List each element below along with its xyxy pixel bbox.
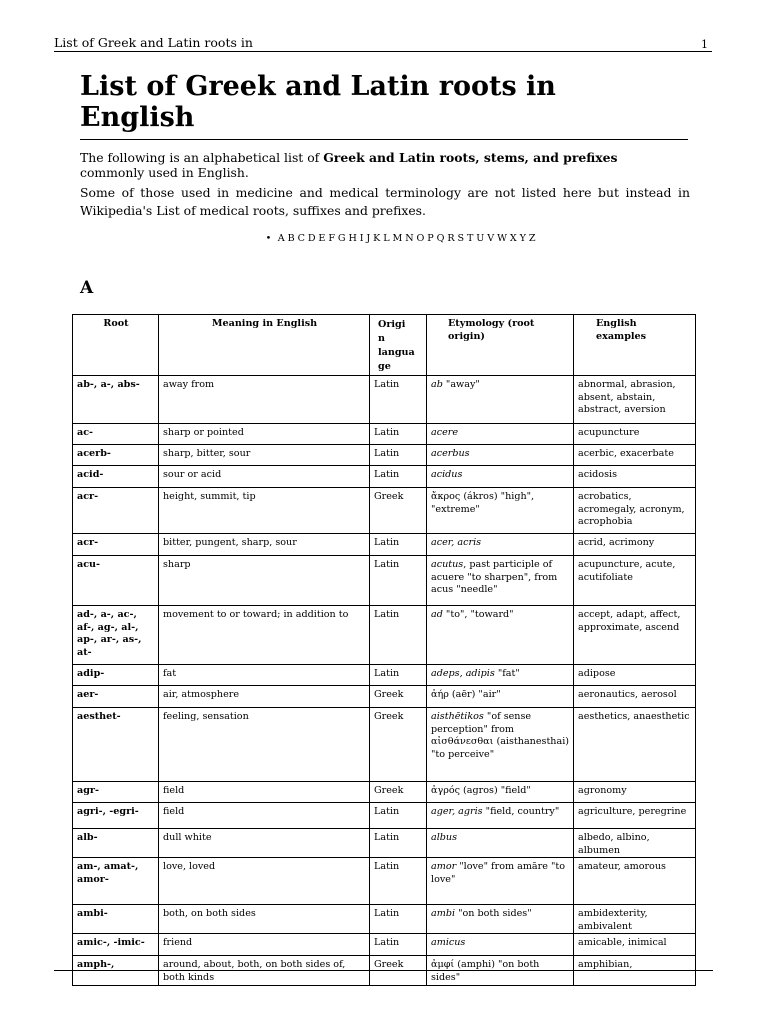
table-row (73, 376, 696, 424)
examples-cell: abnormal, abrasion, absent, abstain, abstract, aversion (574, 376, 696, 424)
meaning-cell: away from (159, 376, 370, 424)
table-row (73, 858, 696, 905)
origin-cell: Latin (370, 829, 427, 858)
examples-cell: acidosis (574, 466, 696, 488)
meaning-cell: field (159, 782, 370, 803)
origin-cell: Latin (370, 803, 427, 829)
etymology-cell (427, 488, 574, 534)
examples-cell: agriculture, peregrine (574, 803, 696, 829)
meaning-cell: sour or acid (159, 466, 370, 488)
table-row (73, 829, 696, 858)
table-row (73, 466, 696, 488)
table-row (73, 782, 696, 803)
etymology-term: ager, agris (431, 806, 483, 817)
examples-cell: acerbic, exacerbate (574, 445, 696, 466)
root-cell: agr- (73, 782, 159, 803)
examples-cell: amateur, amorous (574, 858, 696, 905)
alphabet-link-u[interactable]: U (476, 233, 485, 244)
meaning-cell: fat (159, 665, 370, 686)
table-row (73, 424, 696, 445)
meaning-cell: both, on both sides (159, 905, 370, 934)
examples-cell: aeronautics, aerosol (574, 686, 696, 708)
alphabet-link-h[interactable]: H (348, 233, 358, 244)
root-cell: acr- (73, 488, 159, 534)
alphabet-link-l[interactable]: L (383, 233, 391, 244)
etymology-term: albus (431, 832, 458, 843)
intro-p1-bold: Greek and Latin roots, stems, and prefixes (323, 150, 618, 165)
table-row (73, 445, 696, 466)
meaning-cell: sharp (159, 556, 370, 606)
examples-cell: adipose (574, 665, 696, 686)
running-header-title: List of Greek and Latin roots in (54, 35, 253, 50)
alphabet-link-e[interactable]: E (318, 233, 326, 244)
alphabet-link-k[interactable]: K (373, 233, 381, 244)
etymology-text: "fat" (494, 668, 520, 679)
alphabet-link-p[interactable]: P (427, 233, 435, 244)
etymology-text: , past participle of acuere "to sharpen", from acus "needle" (431, 559, 558, 596)
examples-cell: acupuncture (574, 424, 696, 445)
intro-paragraph-1 (80, 150, 690, 180)
examples-cell: amphibian, (574, 956, 696, 985)
bullet-icon: • (265, 233, 272, 244)
root-cell: acu- (73, 556, 159, 606)
roots-table (72, 314, 696, 986)
meaning-cell: movement to or toward; in addition to (159, 606, 370, 665)
col-header-etymology: Etymology (root origin) (427, 315, 574, 376)
intro-p1-tail: commonly used in English. (80, 165, 249, 180)
alphabet-link-d[interactable]: D (307, 233, 317, 244)
examples-cell: accept, adapt, affect, approximate, ascend (574, 606, 696, 665)
etymology-cell (427, 905, 574, 934)
col-header-meaning: Meaning in English (159, 315, 370, 376)
meaning-cell: height, summit, tip (159, 488, 370, 534)
page-title-line-1: List of Greek and Latin roots in (80, 71, 556, 102)
etymology-cell (427, 782, 574, 803)
etymology-text: "away" (442, 379, 480, 390)
running-header (54, 36, 712, 52)
examples-cell: acrobatics, acromegaly, acronym, acrophobia (574, 488, 696, 534)
etymology-term: acer, acris (431, 537, 482, 548)
examples-cell: ambidexterity, ambivalent (574, 905, 696, 934)
root-cell: ambi- (73, 905, 159, 934)
meaning-cell: air, atmosphere (159, 686, 370, 708)
alphabet-link-n[interactable]: N (405, 233, 415, 244)
root-cell: ad-, a-, ac-, af-, ag-, al-, ap-, ar-, as-, at- (73, 606, 159, 665)
alphabet-link-b[interactable]: B (287, 233, 296, 244)
meaning-cell: feeling, sensation (159, 708, 370, 782)
table-row (73, 803, 696, 829)
etymology-term: acidus (431, 469, 463, 480)
col-header-origin: Origi n langua ge (370, 315, 427, 376)
examples-cell: amicable, inimical (574, 934, 696, 956)
origin-cell: Latin (370, 445, 427, 466)
root-cell: acr- (73, 534, 159, 556)
intro (80, 150, 690, 224)
examples-cell: acrid, acrimony (574, 534, 696, 556)
alphabet-link-c[interactable]: C (297, 233, 306, 244)
alphabet-link-f[interactable]: F (328, 233, 336, 244)
etymology-text: ἀμφί (amphi) "on both sides" (431, 959, 540, 983)
examples-cell: agronomy (574, 782, 696, 803)
etymology-cell (427, 534, 574, 556)
table-row (73, 686, 696, 708)
etymology-cell (427, 686, 574, 708)
alphabet-link-v[interactable]: V (487, 233, 495, 244)
alphabet-link-m[interactable]: M (392, 233, 403, 244)
alphabet-link-z[interactable]: Z (528, 233, 536, 244)
table-row (73, 708, 696, 782)
table-row (73, 556, 696, 606)
origin-cell: Latin (370, 556, 427, 606)
alphabet-link-q[interactable]: Q (436, 233, 445, 244)
table-row (73, 606, 696, 665)
origin-cell: Greek (370, 782, 427, 803)
root-cell: ac- (73, 424, 159, 445)
etymology-text: "field, country" (482, 806, 560, 817)
table-header-row (73, 315, 696, 376)
origin-cell: Latin (370, 534, 427, 556)
etymology-term: amicus (431, 937, 466, 949)
alphabet-link-o[interactable]: O (416, 233, 425, 244)
etymology-cell (427, 708, 574, 782)
etymology-text: "on both sides" (455, 908, 532, 920)
etymology-term: ad (431, 609, 443, 620)
etymology-term: acerbus (431, 448, 470, 459)
origin-cell: Greek (370, 708, 427, 782)
alphabet-link-g[interactable]: G (337, 233, 347, 244)
etymology-term: acere (431, 427, 459, 438)
alphabet-link-x[interactable]: X (509, 233, 518, 244)
origin-cell: Latin (370, 606, 427, 665)
root-cell: adip- (73, 665, 159, 686)
root-cell: am-, amat-, amor- (73, 858, 159, 905)
root-cell: amic-, -imic- (73, 934, 159, 956)
root-cell: alb- (73, 829, 159, 858)
medical-roots-link[interactable]: List of medical roots, suffixes and prefixes (156, 203, 423, 218)
examples-cell: albedo, albino, albumen (574, 829, 696, 858)
alphabet-link-s[interactable]: S (457, 233, 465, 244)
alphabet-link-y[interactable]: Y (519, 233, 527, 244)
table-row (73, 534, 696, 556)
intro-p2-text: Some of those used in medicine and medical terminology are not listed here but instead in Wikipedia's (80, 185, 690, 218)
meaning-cell: dull white (159, 829, 370, 858)
origin-cell: Greek (370, 488, 427, 534)
col-header-examples: English examples (574, 315, 696, 376)
origin-cell: Latin (370, 905, 427, 934)
col-header-root: Root (73, 315, 159, 376)
origin-cell: Latin (370, 665, 427, 686)
intro-paragraph-2 (80, 184, 690, 220)
meaning-cell: sharp, bitter, sour (159, 445, 370, 466)
table-row (73, 665, 696, 686)
meaning-cell: friend (159, 934, 370, 956)
etymology-cell (427, 829, 574, 858)
etymology-cell (427, 466, 574, 488)
intro-p2-tail: . (422, 203, 426, 218)
origin-cell: Latin (370, 858, 427, 905)
root-cell: agri-, -egri- (73, 803, 159, 829)
root-cell: acerb- (73, 445, 159, 466)
intro-p1-text: The following is an alphabetical list of (80, 150, 324, 165)
root-cell: acid- (73, 466, 159, 488)
etymology-text: "of sense perception" from αἰσθάνεσθαι (aisthanesthai) "to perceive" (431, 711, 570, 760)
etymology-text: "love" from amāre "to love" (431, 861, 566, 885)
origin-cell: Latin (370, 424, 427, 445)
meaning-cell: around, about, both, on both sides of, both kinds (159, 956, 370, 985)
root-cell: aer- (73, 686, 159, 708)
etymology-cell (427, 803, 574, 829)
etymology-text: ἀγρός (agros) "field" (431, 785, 531, 796)
meaning-cell: field (159, 803, 370, 829)
origin-cell: Latin (370, 934, 427, 956)
section-heading-a: A (80, 278, 94, 298)
etymology-term: ambi (431, 908, 456, 920)
etymology-cell (427, 445, 574, 466)
page-bottom-rule (54, 970, 713, 971)
etymology-cell (427, 376, 574, 424)
alphabet-link-r[interactable]: R (447, 233, 456, 244)
alphabet-link-j[interactable]: J (366, 233, 371, 244)
etymology-text: ἀήρ (aēr) "air" (431, 689, 501, 700)
etymology-term: adeps, adipis (431, 668, 495, 679)
meaning-cell: bitter, pungent, sharp, sour (159, 534, 370, 556)
alphabet-link-t[interactable]: T (466, 233, 474, 244)
examples-cell: aesthetics, anaesthetic (574, 708, 696, 782)
root-cell: ab-, a-, abs- (73, 376, 159, 424)
page-title-line-2: English (80, 102, 195, 133)
page-number: 1 (701, 38, 708, 51)
origin-cell: Greek (370, 956, 427, 985)
alphabet-nav (0, 233, 768, 244)
examples-cell: acupuncture, acute, acutifoliate (574, 556, 696, 606)
etymology-cell (427, 665, 574, 686)
etymology-term: aisthētikos (431, 711, 484, 722)
origin-cell: Greek (370, 686, 427, 708)
meaning-cell: love, loved (159, 858, 370, 905)
alphabet-link-w[interactable]: W (497, 233, 508, 244)
table-row (73, 934, 696, 956)
etymology-cell (427, 556, 574, 606)
table-row (73, 905, 696, 934)
root-cell: amph-, (73, 956, 159, 985)
page-title (80, 71, 688, 140)
etymology-cell (427, 934, 574, 956)
meaning-cell: sharp or pointed (159, 424, 370, 445)
etymology-text: ἄκρος (ákros) "high", "extreme" (431, 491, 535, 515)
origin-cell: Latin (370, 466, 427, 488)
etymology-cell (427, 424, 574, 445)
etymology-text: "to", "toward" (442, 609, 514, 620)
etymology-cell (427, 606, 574, 665)
etymology-term: acutus (431, 559, 464, 570)
table-row (73, 488, 696, 534)
alphabet-link-a[interactable]: A (277, 233, 286, 244)
root-cell: aesthet- (73, 708, 159, 782)
etymology-term: amor (431, 861, 457, 873)
etymology-term: ab (431, 379, 443, 390)
origin-cell: Latin (370, 376, 427, 424)
alphabet-link-i[interactable]: I (359, 233, 364, 244)
etymology-cell (427, 858, 574, 905)
